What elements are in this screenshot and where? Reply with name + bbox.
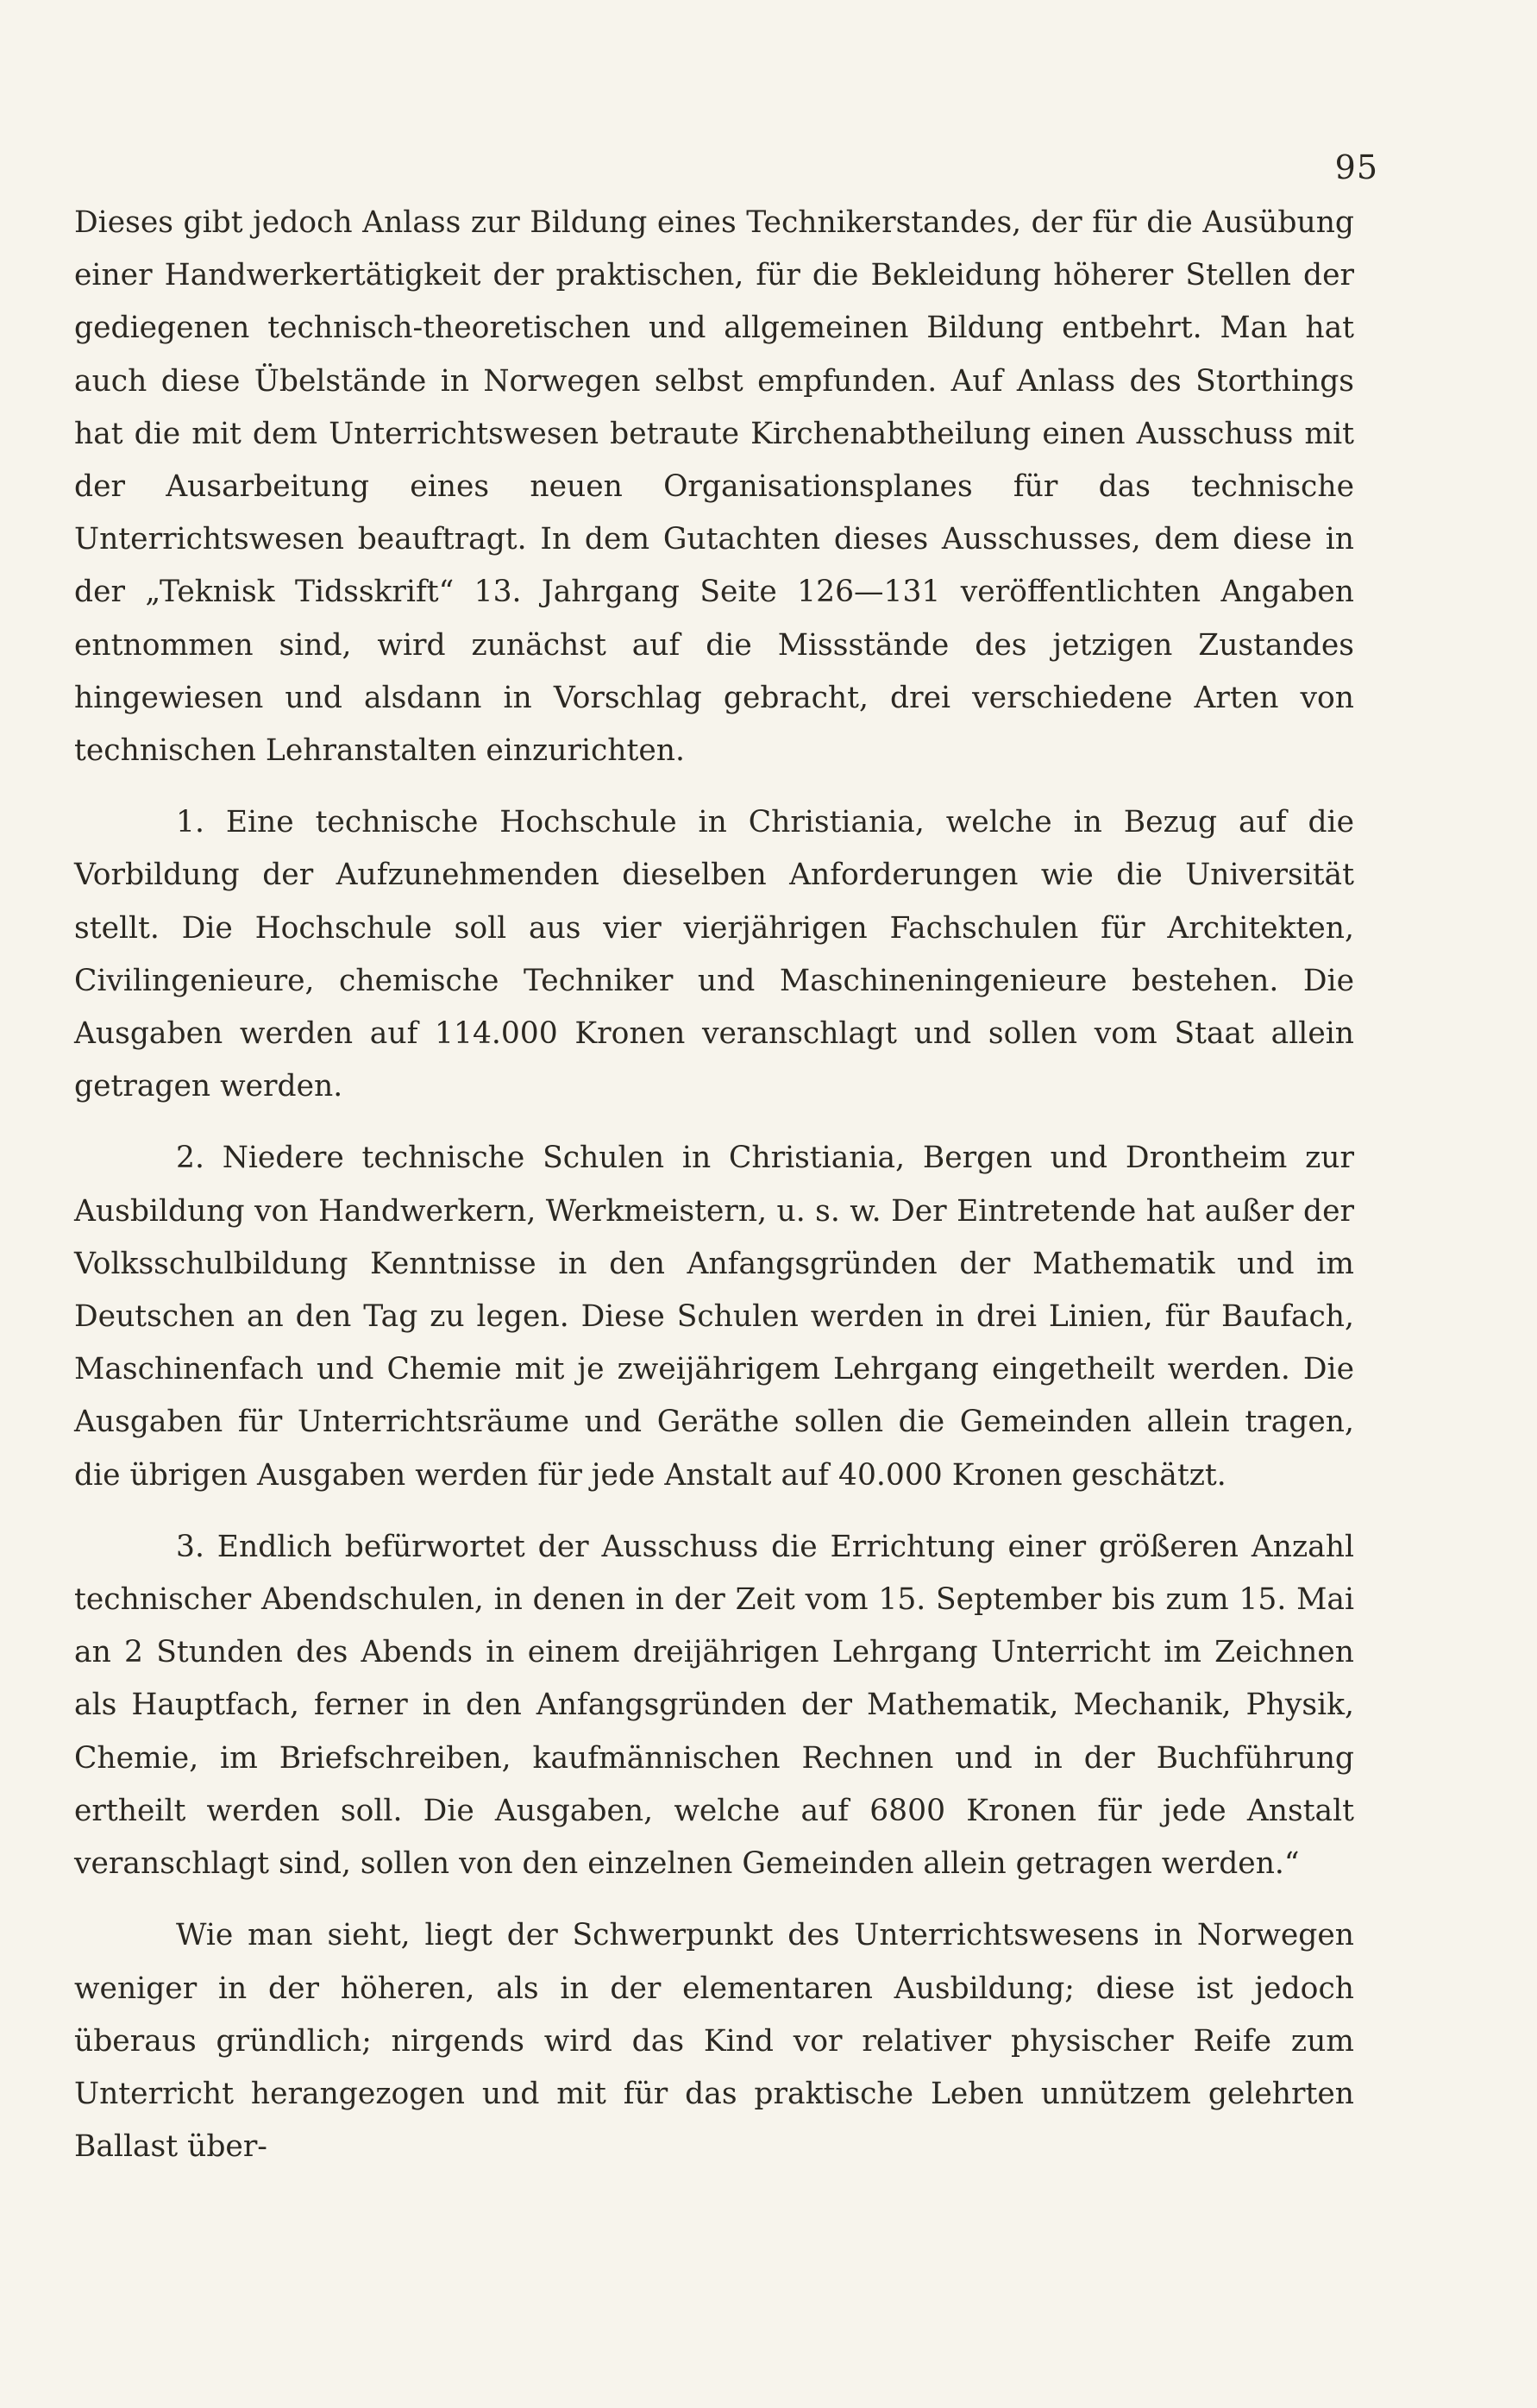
page-number: 95 [1334,148,1378,186]
body-text [74,197,1354,2173]
paragraph-item-1: 1. Eine technische Hochschule in Christiania, welche in Bezug auf die Vorbildung der Aufzunehmenden dieselben Anforderungen wie die Universität stellt. Die Hochschule soll aus vier vierjährigen Fachschulen für Architekten, Civilingenieure, chemische Techniker und Maschineningenieure bestehen. Die Ausgaben werden auf 114.000 Kronen veranschlagt und sollen vom Staat allein getragen werden. [74,805,1354,1104]
paragraph-intro: Dieses gibt jedoch Anlass zur Bildung eines Technikerstandes, der für die Ausübung einer Handwerkertätigkeit der praktischen, für die Bekleidung höherer Stellen der gediegenen technisch-theoretischen und allgemeinen Bildung entbehrt. Man hat auch diese Übelstände in Norwegen selbst empfunden. Auf Anlass des Storthings hat die mit dem Unterrichtswesen betraute Kirchenabtheilung einen Ausschuss mit der Ausarbeitung eines neuen Organisationsplanes für das technische Unterrichtswesen beauftragt. In dem Gutachten dieses Ausschusses, dem diese in der „Teknisk Tidsskrift“ 13. Jahrgang Seite 126—131 veröffentlichten Angaben entnommen sind, wird zunächst auf die Missstände des jetzigen Zustandes hingewiesen und alsdann in Vorschlag gebracht, drei verschiedene Arten von technischen Lehranstalten einzurichten. [74,205,1354,769]
paragraph-item-2: 2. Niedere technische Schulen in Christiania, Bergen und Drontheim zur Ausbildung von Handwerkern, Werkmeistern, u. s. w. Der Eintretende hat außer der Volksschulbildung Kenntnisse in den Anfangsgründen der Mathematik und im Deutschen an den Tag zu legen. Diese Schulen werden in drei Linien, für Baufach, Maschinenfach und Chemie mit je zweijährigem Lehrgang eingetheilt werden. Die Ausgaben für Unterrichtsräume und Geräthe sollen die Gemeinden allein tragen, die übrigen Ausgaben werden für jede Anstalt auf 40.000 Kronen geschätzt. [74,1141,1354,1493]
paragraph-item-3: 3. Endlich befürwortet der Ausschuss die Errichtung einer größeren Anzahl technischer Abendschulen, in denen in der Zeit vom 15. September bis zum 15. Mai an 2 Stunden des Abends in einem dreijährigen Lehrgang Unterricht im Zeichnen als Hauptfach, ferner in den Anfangsgründen der Mathematik, Mechanik, Physik, Chemie, im Briefschreiben, kaufmännischen Rechnen und in der Buchführung ertheilt werden soll. Die Ausgaben, welche auf 6800 Kronen für jede Anstalt veranschlagt sind, sollen von den einzelnen Gemeinden allein getragen werden.“ [74,1529,1354,1882]
paragraph-conclusion: Wie man sieht, liegt der Schwerpunkt des Unterrichtswesens in Norwegen weniger in der höheren, als in der elementaren Ausbildung; diese ist jedoch überaus gründlich; nirgends wird das Kind vor relativer physischer Reife zum Unterricht herangezogen und mit für das praktische Leben unnützem gelehrten Ballast über- [74,1918,1354,2165]
